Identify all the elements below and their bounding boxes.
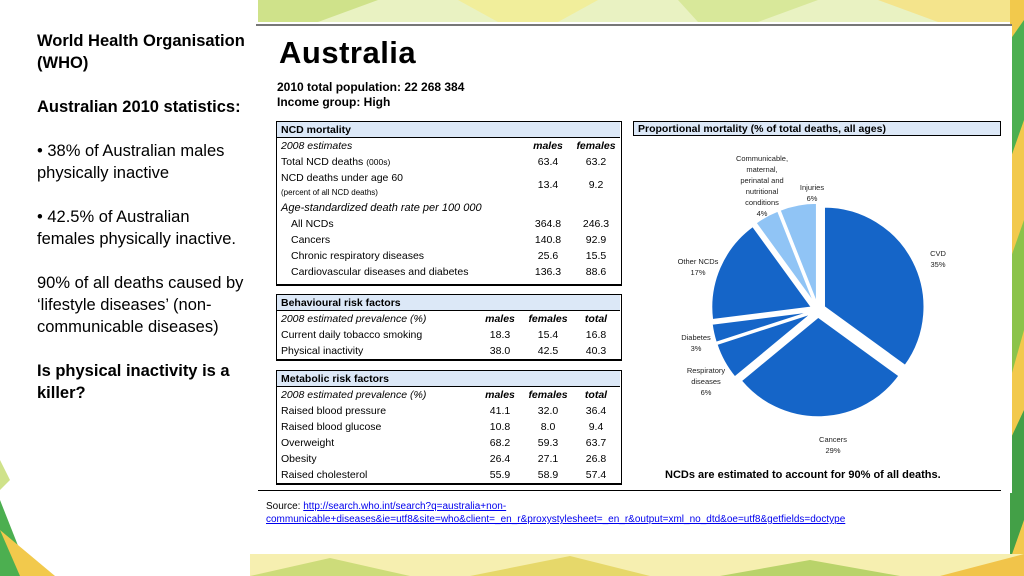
- question-text: Is physical inactivity is a killer?: [37, 362, 230, 402]
- behavioural-title: Behavioural risk factors: [277, 295, 620, 311]
- total-ncd-males: 63.4: [537, 156, 559, 168]
- left-text-panel: [37, 30, 247, 426]
- pie-label: CVD 35%: [930, 249, 946, 269]
- decorative-right-border: [1010, 0, 1024, 576]
- under60-label: NCD deaths under age 60 (percent of all NCD deaths): [281, 171, 403, 197]
- pie-label: Injuries 6%: [799, 183, 825, 203]
- behavioural-table: Behavioural risk factors 2008 estimated prevalence (%) males females total Current daily tobacco smoking 18.3 15.4 16.8 Physical inactivity 38.0 42.5 40.3: [277, 295, 620, 359]
- country-title: Australia: [279, 35, 417, 70]
- population-line: 2010 total population: 22 268 384: [277, 80, 465, 94]
- proportional-mortality-pie: [630, 140, 1002, 465]
- pie-label: Diabetes 3%: [681, 333, 711, 353]
- total-ncd-label: Total NCD deaths (000s): [281, 156, 391, 168]
- table-row: Chronic respiratory diseases 25.6 15.5: [291, 250, 607, 262]
- table-row: Raised cholesterol 55.9 58.9 57.4: [281, 469, 607, 481]
- table-row: Overweight 68.2 59.3 63.7: [281, 437, 607, 449]
- population-info: [277, 80, 464, 110]
- table-row: Physical inactivity 38.0 42.5 40.3: [281, 345, 607, 357]
- under60-males: 13.4: [537, 179, 559, 191]
- table-row: Current daily tobacco smoking 18.3 15.4 16.8: [281, 329, 607, 341]
- stats-heading: Australian 2010 statistics:: [37, 98, 241, 116]
- table-row: Cancers 140.8 92.9: [291, 234, 607, 246]
- col-males: males: [533, 140, 563, 152]
- decorative-bottom-border: [250, 554, 1024, 576]
- source-link[interactable]: http://search.who.int/search?q=australia+non- communicable+diseases&ie=utf8&site=who&client=_en_r&proxystylesheet=_en_r&output=xml_no_dtd&oe=utf8&getfields=doctype: [266, 501, 846, 525]
- lifestyle-deaths-text: 90% of all deaths caused by ‘lifestyle diseases’ (non-communicable diseases): [37, 274, 244, 336]
- pie-chart-title: Proportional mortality (% of total deaths, all ages): [633, 121, 1001, 136]
- metabolic-estimates: 2008 estimated prevalence (%): [281, 389, 427, 401]
- pie-label: Other NCDs 17%: [677, 257, 719, 277]
- female-inactive-bullet: • 42.5% of Australian females physically inactive.: [37, 208, 236, 248]
- male-inactive-bullet: • 38% of Australian males physically inactive: [37, 142, 225, 182]
- under60-note: (percent of all NCD deaths): [281, 187, 378, 197]
- age-std-label: Age-standardized death rate per 100 000: [281, 202, 482, 214]
- metabolic-table: Metabolic risk factors 2008 estimated prevalence (%) males females total Raised blood pressure 41.1 32.0 36.4 Raised blood glucose 10.8 8.0 9.4 Overweight 68.2 59.3 63.7 Obesity 26.4 27.1 26.8 Raised cholesterol 55.9 58.9 57.4: [277, 371, 620, 483]
- col-females: females: [576, 140, 616, 152]
- table-row: Raised blood glucose 10.8 8.0 9.4: [281, 421, 604, 433]
- pie-label: Cancers 29%: [819, 435, 847, 455]
- org-name: World Health Organisation (WHO): [37, 32, 245, 72]
- table-row: Cardiovascular diseases and diabetes 136.3 88.6: [291, 266, 607, 278]
- source-citation: [266, 500, 966, 526]
- source-prefix: Source:: [266, 501, 304, 512]
- table-row: Raised blood pressure 41.1 32.0 36.4: [281, 405, 607, 417]
- behavioural-estimates: 2008 estimated prevalence (%): [281, 313, 427, 325]
- metabolic-title: Metabolic risk factors: [277, 371, 620, 387]
- ncd-table-title: NCD mortality: [277, 122, 620, 138]
- source-divider: [258, 490, 1001, 491]
- total-ncd-females: 63.2: [585, 156, 607, 168]
- table-row: All NCDs 364.8 246.3: [291, 218, 610, 230]
- decorative-top-border: [258, 0, 1024, 22]
- decorative-left-corner: [0, 460, 60, 576]
- ncd-mortality-table: [277, 122, 620, 280]
- pie-label: Respiratory diseases 6%: [686, 366, 726, 397]
- under60-females: 9.2: [588, 179, 604, 191]
- total-ncd-unit: (000s): [366, 157, 391, 167]
- pie-label: Communicable, maternal, perinatal and nutritional conditions 4%: [735, 154, 789, 218]
- ncd-note: NCDs are estimated to account for 90% of all deaths.: [665, 469, 941, 481]
- table-row: Obesity 26.4 27.1 26.8: [281, 453, 607, 465]
- income-line: Income group: High: [277, 95, 391, 109]
- ncd-estimates-label: 2008 estimates: [281, 140, 353, 152]
